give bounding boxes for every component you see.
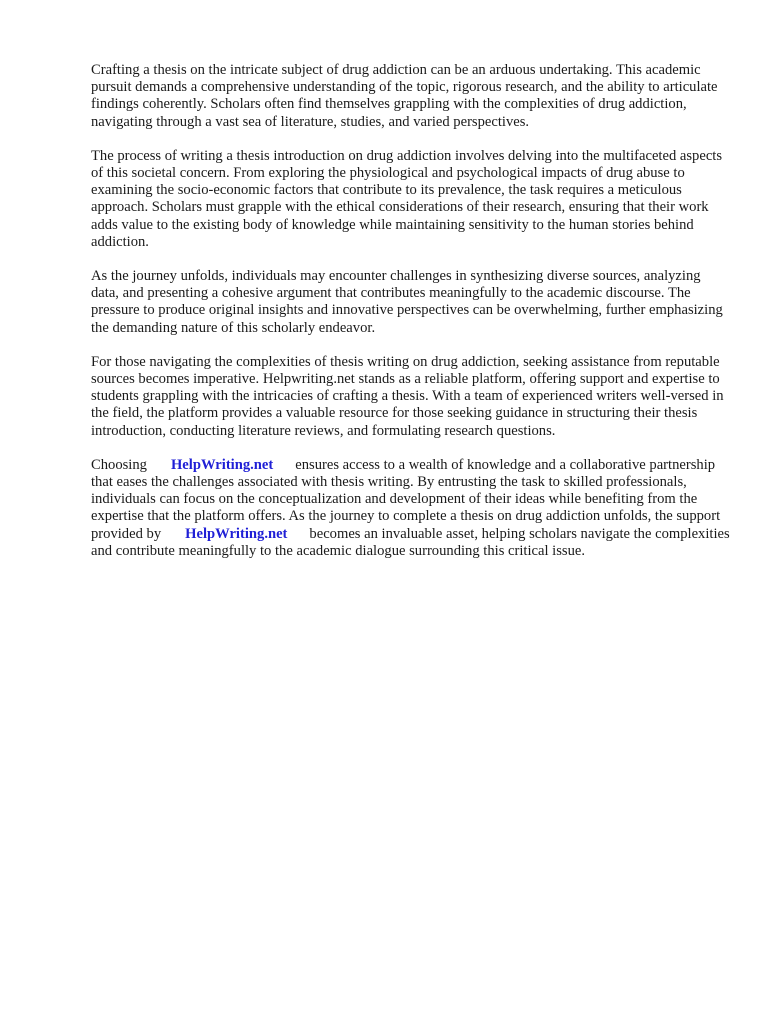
paragraph-1: Crafting a thesis on the intricate subject of drug addiction can be an arduous undertaking. This academic pursuit demands a comprehensive understanding of the topic, rigorous research, and the ability to articulate findings coherently. Scholars often find themselves grappling with the complexities of drug addiction, navigating through a vast sea of literature, studies, and varied perspectives. [91, 62, 718, 130]
document-page [91, 62, 731, 577]
paragraph-4: For those navigating the complexities of thesis writing on drug addiction, seeking assistance from reputable sources becomes imperative. Helpwriting.net stands as a reliable platform, offering support and expertise to students grappling with the intricacies of crafting a thesis. With a team of experienced writers well-versed in the field, the platform provides a valuable resource for those seeking guidance in structuring their thesis introduction, conducting literature reviews, and formulating research questions. [91, 353, 724, 439]
paragraph-5 [91, 457, 731, 560]
helpwriting-link-1[interactable]: HelpWriting.net [170, 456, 274, 473]
paragraph-5-text-middle: ensures access to a wealth of knowledge and a collaborative partnership that eases the challenges associated with thesis writing. By entrusting the task to skilled professionals, individuals can focus on the conceptualization and development of their ideas while benefiting from the expertise that the platform offers. As the journey to complete a thesis on drug addiction unfolds, the support provided by [91, 456, 721, 542]
paragraph-5-text-start: Choosing [91, 456, 147, 473]
paragraph-2: The process of writing a thesis introduction on drug addiction involves delving into the multifaceted aspects of this societal concern. From exploring the physiological and psychological impacts of drug abuse to examining the socio-economic factors that contribute to its prevalence, the task requires a meticulous approach. Scholars must grapple with the ethical considerations of their research, ensuring that their work adds value to the existing body of knowledge while maintaining sensitivity to the human stories behind addiction. [91, 147, 723, 250]
helpwriting-link-2[interactable]: HelpWriting.net [185, 525, 288, 542]
paragraph-3: As the journey unfolds, individuals may encounter challenges in synthesizing diverse sources, analyzing data, and presenting a cohesive argument that contributes meaningfully to the academic discourse. The pressure to produce original insights and innovative perspectives can be overwhelming, further emphasizing the demanding nature of this scholarly endeavor. [91, 268, 723, 336]
paragraph-5-text-end: becomes an invaluable asset, helping scholars navigate the complexities and contribute meaningfully to the academic dialogue surrounding this critical issue. [91, 525, 730, 559]
